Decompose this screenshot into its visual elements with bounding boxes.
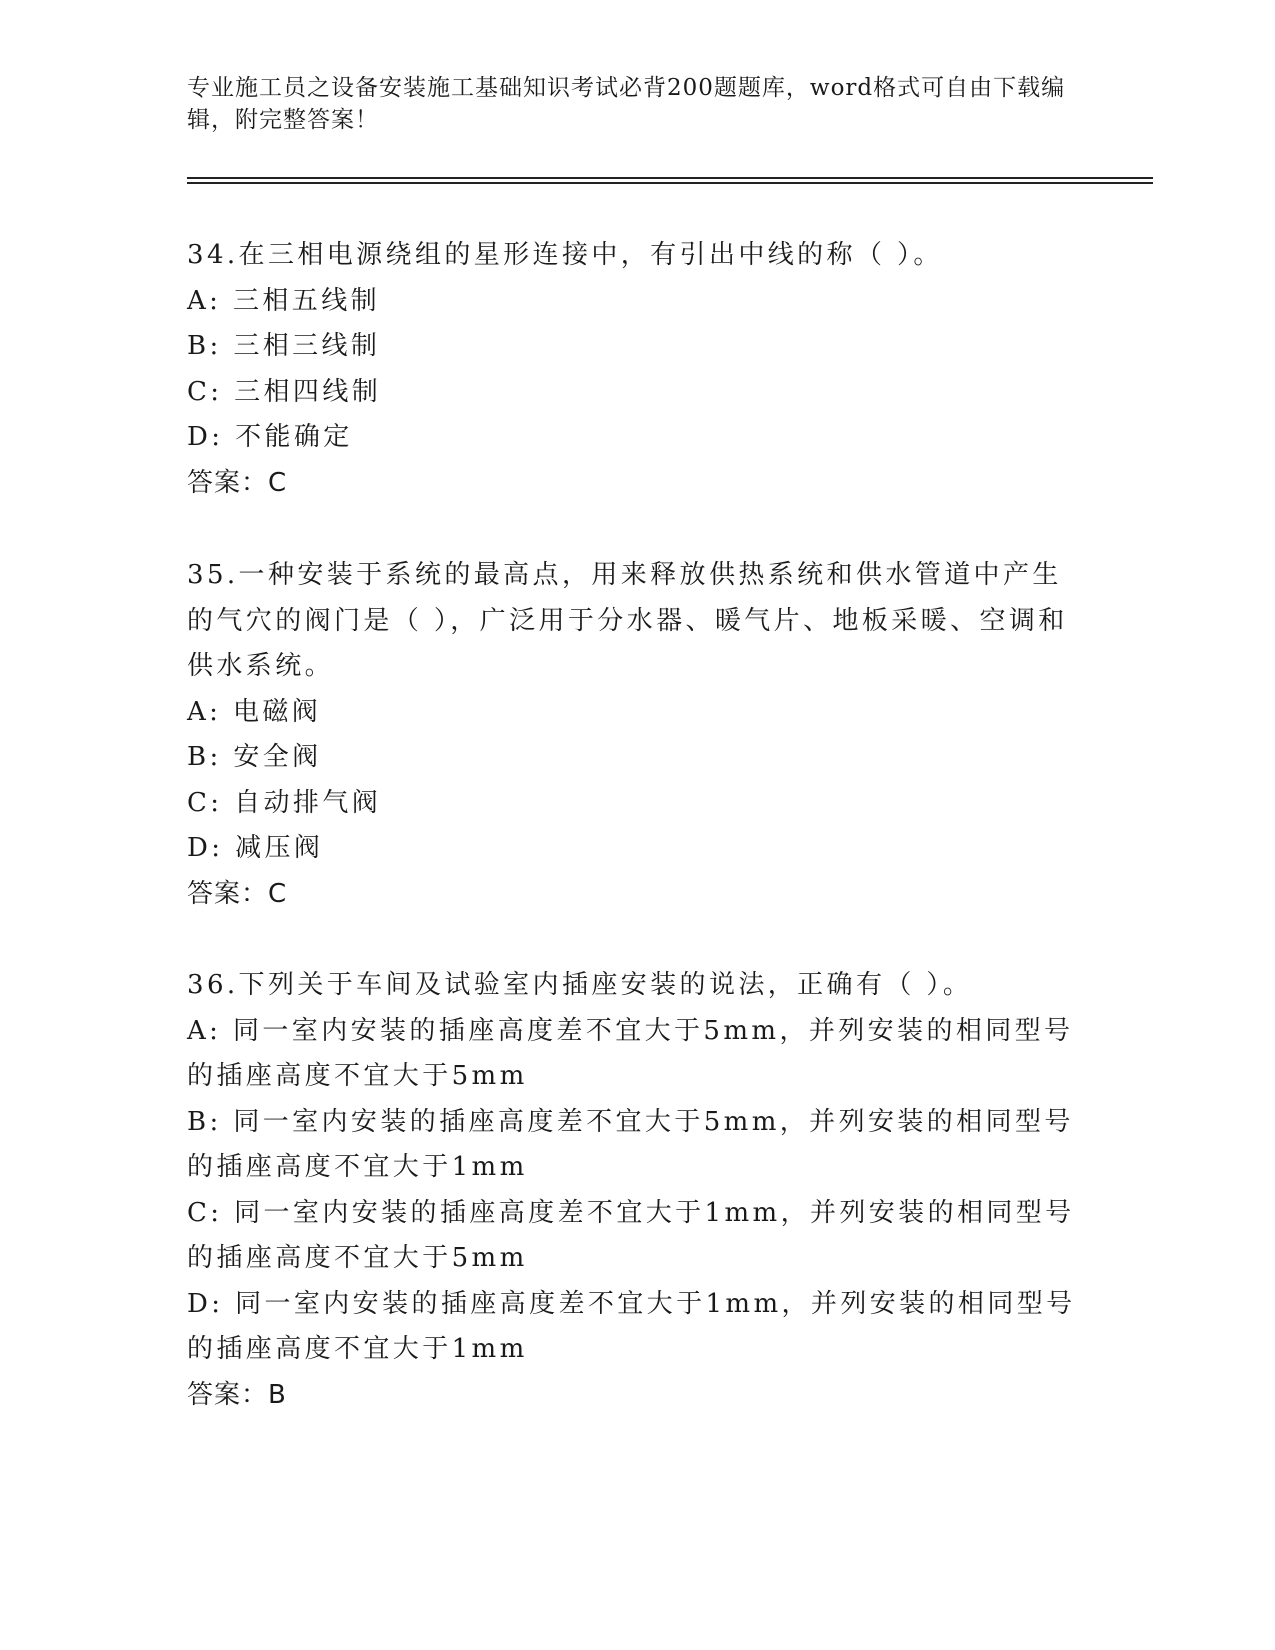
option-d: D: 不能确定: [187, 422, 353, 452]
option-a: A: 同一室内安装的插座高度差不宜大于5mm，并列安装的相同型号的插座高度不宜大于5mm: [187, 1015, 1074, 1091]
document-header: 专业施工员之设备安装施工基础知识考试必背200题题库，word格式可自由下载编辑，附完整答案！: [187, 75, 1066, 133]
answer: 答案：B: [187, 1379, 287, 1410]
option-c: C: 三相四线制: [187, 376, 382, 407]
option-c: C: 自动排气阀: [187, 787, 382, 818]
option-c: C: 同一室内安装的插座高度差不宜大于1mm，并列安装的相同型号的插座高度不宜大于5mm: [187, 1197, 1075, 1273]
option-b: B: 安全阀: [187, 742, 322, 772]
option-b: B: 三相三线制: [187, 331, 381, 361]
header-divider-double: [187, 182, 1153, 184]
question-35: [187, 553, 1077, 917]
question-36: [187, 963, 1077, 1418]
header-divider: [187, 177, 1153, 179]
question-stem: 36.下列关于车间及试验室内插座安装的说法，正确有（ ）。: [187, 970, 973, 1000]
option-d: D: 同一室内安装的插座高度差不宜大于1mm，并列安装的相同型号的插座高度不宜大于1mm: [187, 1288, 1076, 1364]
question-stem: 34.在三相电源绕组的星形连接中，有引出中线的称（ ）。: [187, 240, 943, 270]
answer: 答案：C: [187, 467, 288, 498]
question-stem: 35.一种安装于系统的最高点，用来释放供热系统和供水管道中产生的气穴的阀门是（ ），广泛用于分水器、暖气片、地板采暖、空调和供水系统。: [187, 560, 1068, 681]
option-d: D: 减压阀: [187, 833, 324, 863]
option-b: B: 同一室内安装的插座高度差不宜大于5mm，并列安装的相同型号的插座高度不宜大于1mm: [187, 1106, 1074, 1182]
answer: 答案：C: [187, 878, 288, 909]
option-a: A: 电磁阀: [187, 696, 322, 727]
question-34: [187, 233, 1077, 506]
option-a: A: 三相五线制: [187, 285, 381, 316]
